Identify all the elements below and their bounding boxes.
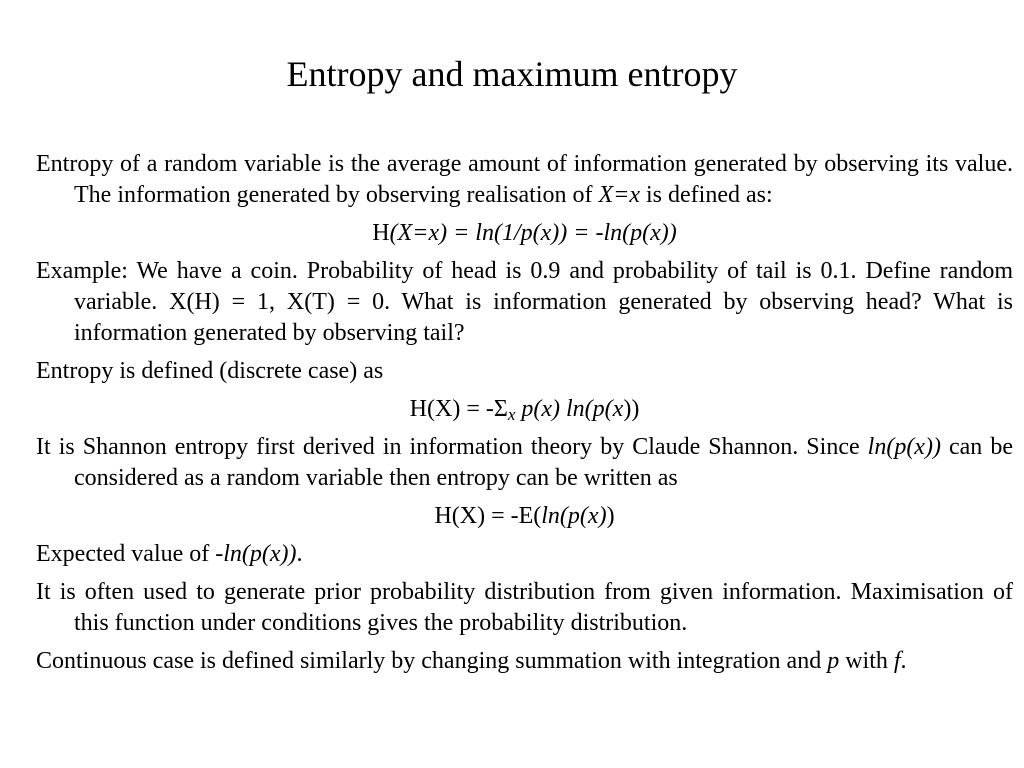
entropy-intro-paragraph <box>36 149 1013 211</box>
shannon-paragraph <box>36 432 1013 494</box>
continuous-text-mid: with <box>839 648 894 674</box>
entropy-formula-lead: H(X) = - <box>409 396 494 422</box>
entropy-formula <box>36 394 1013 425</box>
expected-value-end: . <box>296 541 303 567</box>
continuous-text-end: . <box>900 648 907 674</box>
expected-value-paragraph <box>36 539 1013 570</box>
expected-formula-end: ) <box>606 503 615 529</box>
prior-distribution-paragraph: It is often used to generate prior probability distribution from given information. Maximisation of this function under conditions gives the probability distribution. <box>36 579 1013 636</box>
expected-formula-expression: ln(p(x) <box>541 503 607 529</box>
entropy-definition-text: Entropy is defined (discrete case) as <box>36 358 384 384</box>
entropy-formula-x: x <box>612 396 624 422</box>
sigma-symbol: Σ <box>493 396 508 422</box>
sigma-subscript: x <box>507 405 516 424</box>
information-symbol: H <box>372 220 390 246</box>
expected-value-expression: ln(p(x)) <box>223 541 297 567</box>
coin-example-paragraph: Example: We have a coin. Probability of head is 0.9 and probability of tail is 0.1. Define random variable. X(H) = 1, X(T) = 0. What is information generated by observing head? What is information generated by observing tail? <box>36 258 1013 346</box>
expected-entropy-formula <box>36 501 1013 532</box>
f-symbol: f <box>893 648 901 674</box>
information-expression: (X=x) = ln(1/p(x)) = -ln(p(x)) <box>389 220 677 246</box>
slide-body <box>36 149 1013 684</box>
expected-value-text: Expected value of - <box>36 541 224 567</box>
expected-formula-lead: H(X) = -E( <box>434 503 542 529</box>
information-formula <box>36 218 1013 249</box>
continuous-case-paragraph <box>36 646 1013 677</box>
intro-text: Entropy of a random variable is the average amount of information generated by observing its value. The information generated by observing realisation of <box>36 151 1013 208</box>
shannon-text: It is Shannon entropy first derived in information theory by Claude Shannon. Since <box>36 434 868 460</box>
log-probability-expression: ln(p(x)) <box>867 434 941 460</box>
realisation-expression: X=x <box>598 182 641 208</box>
intro-text-end: is defined as: <box>640 182 773 208</box>
shannon-text-end: can be considered as a random variable then entropy can be written as <box>74 434 1013 491</box>
p-symbol: p <box>827 648 840 674</box>
entropy-formula-body: p(x) ln(p( <box>515 396 613 422</box>
continuous-text: Continuous case is defined similarly by changing summation with integration and <box>36 648 828 674</box>
entropy-formula-end: )) <box>623 396 640 422</box>
slide-title: Entropy and maximum entropy <box>286 54 738 94</box>
